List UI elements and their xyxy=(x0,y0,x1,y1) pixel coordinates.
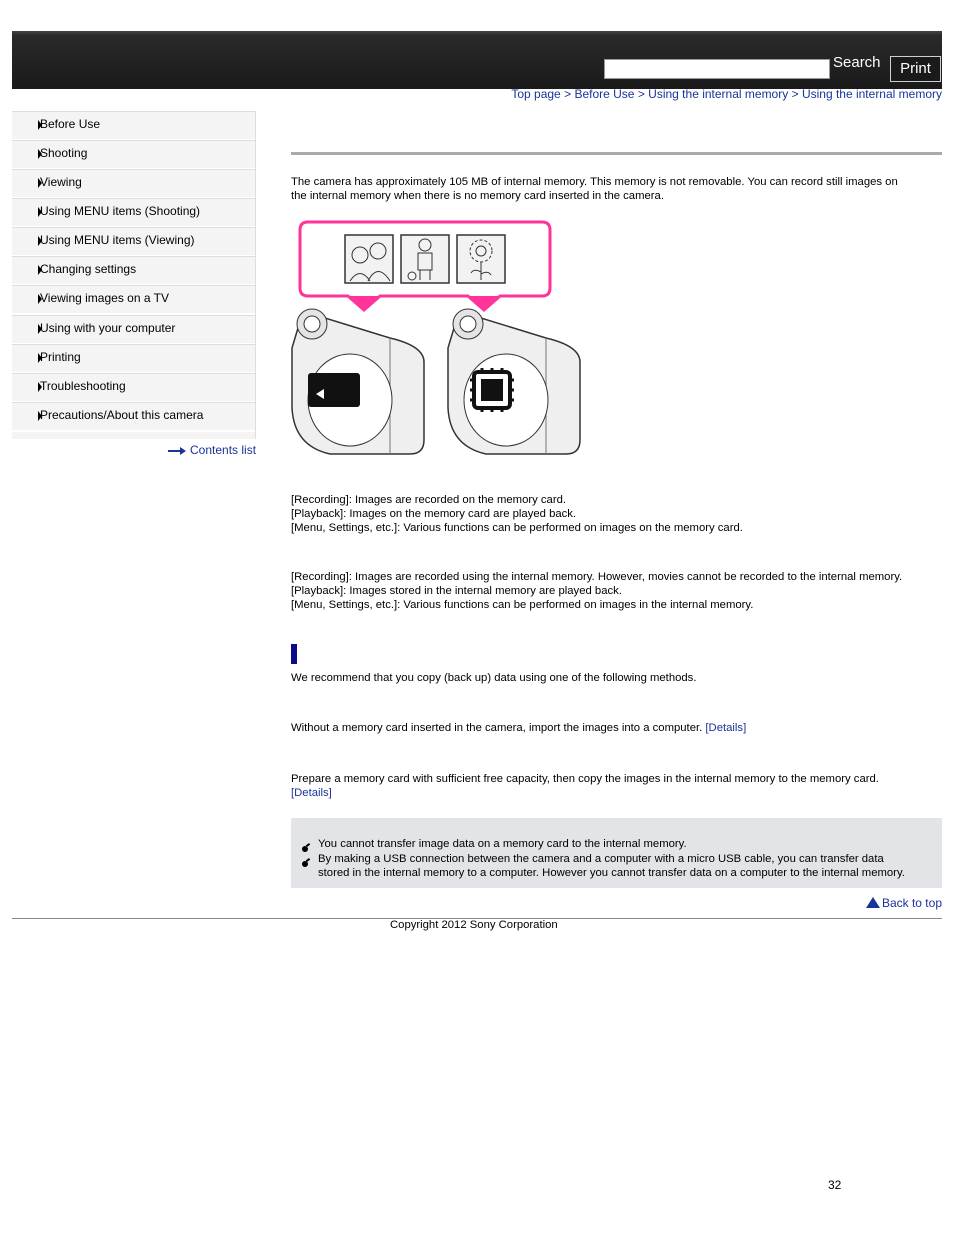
sidebar-item-viewing[interactable] xyxy=(12,169,255,199)
contents-list-link[interactable] xyxy=(168,443,256,457)
intro-paragraph xyxy=(291,175,898,203)
sidebar-item-menu-viewing[interactable] xyxy=(12,227,255,257)
description-line: [Menu, Settings, etc.]: Various functions can be performed on images on the memory card. xyxy=(291,522,743,534)
photo-thumbnail-child xyxy=(401,235,449,283)
description-line: [Playback]: Images stored in the internal memory are played back. xyxy=(291,585,622,597)
description-line: [Recording]: Images are recorded using the internal memory. However, movies cannot be recorded to the internal memory. xyxy=(291,571,903,583)
sidebar-item-menu-shooting[interactable] xyxy=(12,198,255,228)
note-text: You cannot transfer image data on a memory card to the internal memory. xyxy=(318,838,687,850)
sidebar-item-before-use[interactable] xyxy=(12,111,255,141)
sidebar-item-precautions[interactable] xyxy=(12,402,255,432)
arrow-right-icon xyxy=(168,447,186,455)
description-line: [Menu, Settings, etc.]: Various functions can be performed on images in the internal memory. xyxy=(291,599,754,611)
sidebar-item-label: Printing xyxy=(40,350,81,364)
details-link[interactable]: [Details] xyxy=(705,722,747,734)
back-to-top-link[interactable] xyxy=(866,896,942,910)
sidebar-nav xyxy=(12,111,256,439)
backup-method-computer xyxy=(291,721,746,735)
breadcrumb-separator: > xyxy=(791,87,799,101)
sidebar-item-viewing-tv[interactable] xyxy=(12,285,255,315)
breadcrumb-top-page[interactable]: Top page xyxy=(511,87,561,101)
sidebar-item-label: Viewing images on a TV xyxy=(40,291,169,305)
note-text: By making a USB connection between the camera and a computer with a micro USB cable, you can transfer data xyxy=(318,853,884,865)
sidebar-item-label: Changing settings xyxy=(40,262,137,276)
sidebar-item-label: Precautions/About this camera xyxy=(40,408,204,422)
page-title-rule xyxy=(291,152,942,155)
sidebar-item-label: Viewing xyxy=(40,175,82,189)
sidebar-item-label: Before Use xyxy=(40,117,101,131)
search-button[interactable]: Search xyxy=(833,54,881,71)
search-input[interactable] xyxy=(604,59,830,79)
page-number: 32 xyxy=(828,1178,842,1192)
sidebar-item-label: Using MENU items (Viewing) xyxy=(40,233,195,247)
arrow-up-icon xyxy=(866,897,880,908)
sidebar-item-label: Using MENU items (Shooting) xyxy=(40,204,201,218)
description-line: [Recording]: Images are recorded on the memory card. xyxy=(291,494,567,506)
sidebar-item-troubleshooting[interactable] xyxy=(12,373,255,403)
sidebar-item-computer[interactable] xyxy=(12,315,255,345)
breadcrumb-separator: > xyxy=(564,87,572,101)
print-button[interactable]: Print xyxy=(890,56,941,82)
breadcrumb-internal-memory-section[interactable]: Using the internal memory xyxy=(648,87,789,101)
method-text: Prepare a memory card with sufficient free capacity, then copy the images in the internal memory to the memory card. xyxy=(291,773,879,785)
sidebar-item-label: Using with your computer xyxy=(40,321,176,335)
details-link[interactable]: [Details] xyxy=(291,787,332,799)
backup-method-memory-card xyxy=(291,772,879,800)
back-to-top-label: Back to top xyxy=(881,896,942,910)
note-bullet-icon xyxy=(302,844,310,852)
breadcrumb-separator: > xyxy=(637,87,645,101)
breadcrumb xyxy=(511,87,942,101)
note-text: stored in the internal memory to a computer. However you cannot transfer data on a computer to the internal memory. xyxy=(318,867,905,879)
photo-thumbnail-flower xyxy=(457,235,505,283)
intro-line: The camera has approximately 105 MB of internal memory. This memory is not removable. You can record still images on xyxy=(291,176,898,188)
description-line: [Playback]: Images on the memory card are played back. xyxy=(291,508,577,520)
photo-thumbnail-people xyxy=(345,235,393,283)
memory-card-description xyxy=(291,493,743,535)
notes-box xyxy=(291,818,942,888)
breadcrumb-before-use[interactable]: Before Use xyxy=(574,87,635,101)
sidebar-item-changing-settings[interactable] xyxy=(12,256,255,286)
camera-memory-card-illustration xyxy=(292,309,424,454)
contents-list-label: Contents list xyxy=(190,443,257,457)
breadcrumb-current-page[interactable]: Using the internal memory xyxy=(801,87,942,101)
sidebar-item-printing[interactable] xyxy=(12,344,255,374)
intro-line: the internal memory when there is no memory card inserted in the camera. xyxy=(291,190,664,202)
internal-memory-description xyxy=(291,570,902,612)
camera-internal-memory-illustration xyxy=(448,309,580,454)
section-heading-marker xyxy=(291,644,297,664)
backup-intro: We recommend that you copy (back up) data using one of the following methods. xyxy=(291,672,697,684)
memory-illustration xyxy=(290,218,585,460)
copyright: Copyright 2012 Sony Corporation xyxy=(390,919,558,931)
sidebar-item-shooting[interactable] xyxy=(12,140,255,170)
method-text: Without a memory card inserted in the camera, import the images into a computer. xyxy=(291,722,703,734)
sidebar-item-label: Shooting xyxy=(40,146,88,160)
note-bullet-icon xyxy=(302,859,310,867)
sidebar-item-label: Troubleshooting xyxy=(40,379,126,393)
